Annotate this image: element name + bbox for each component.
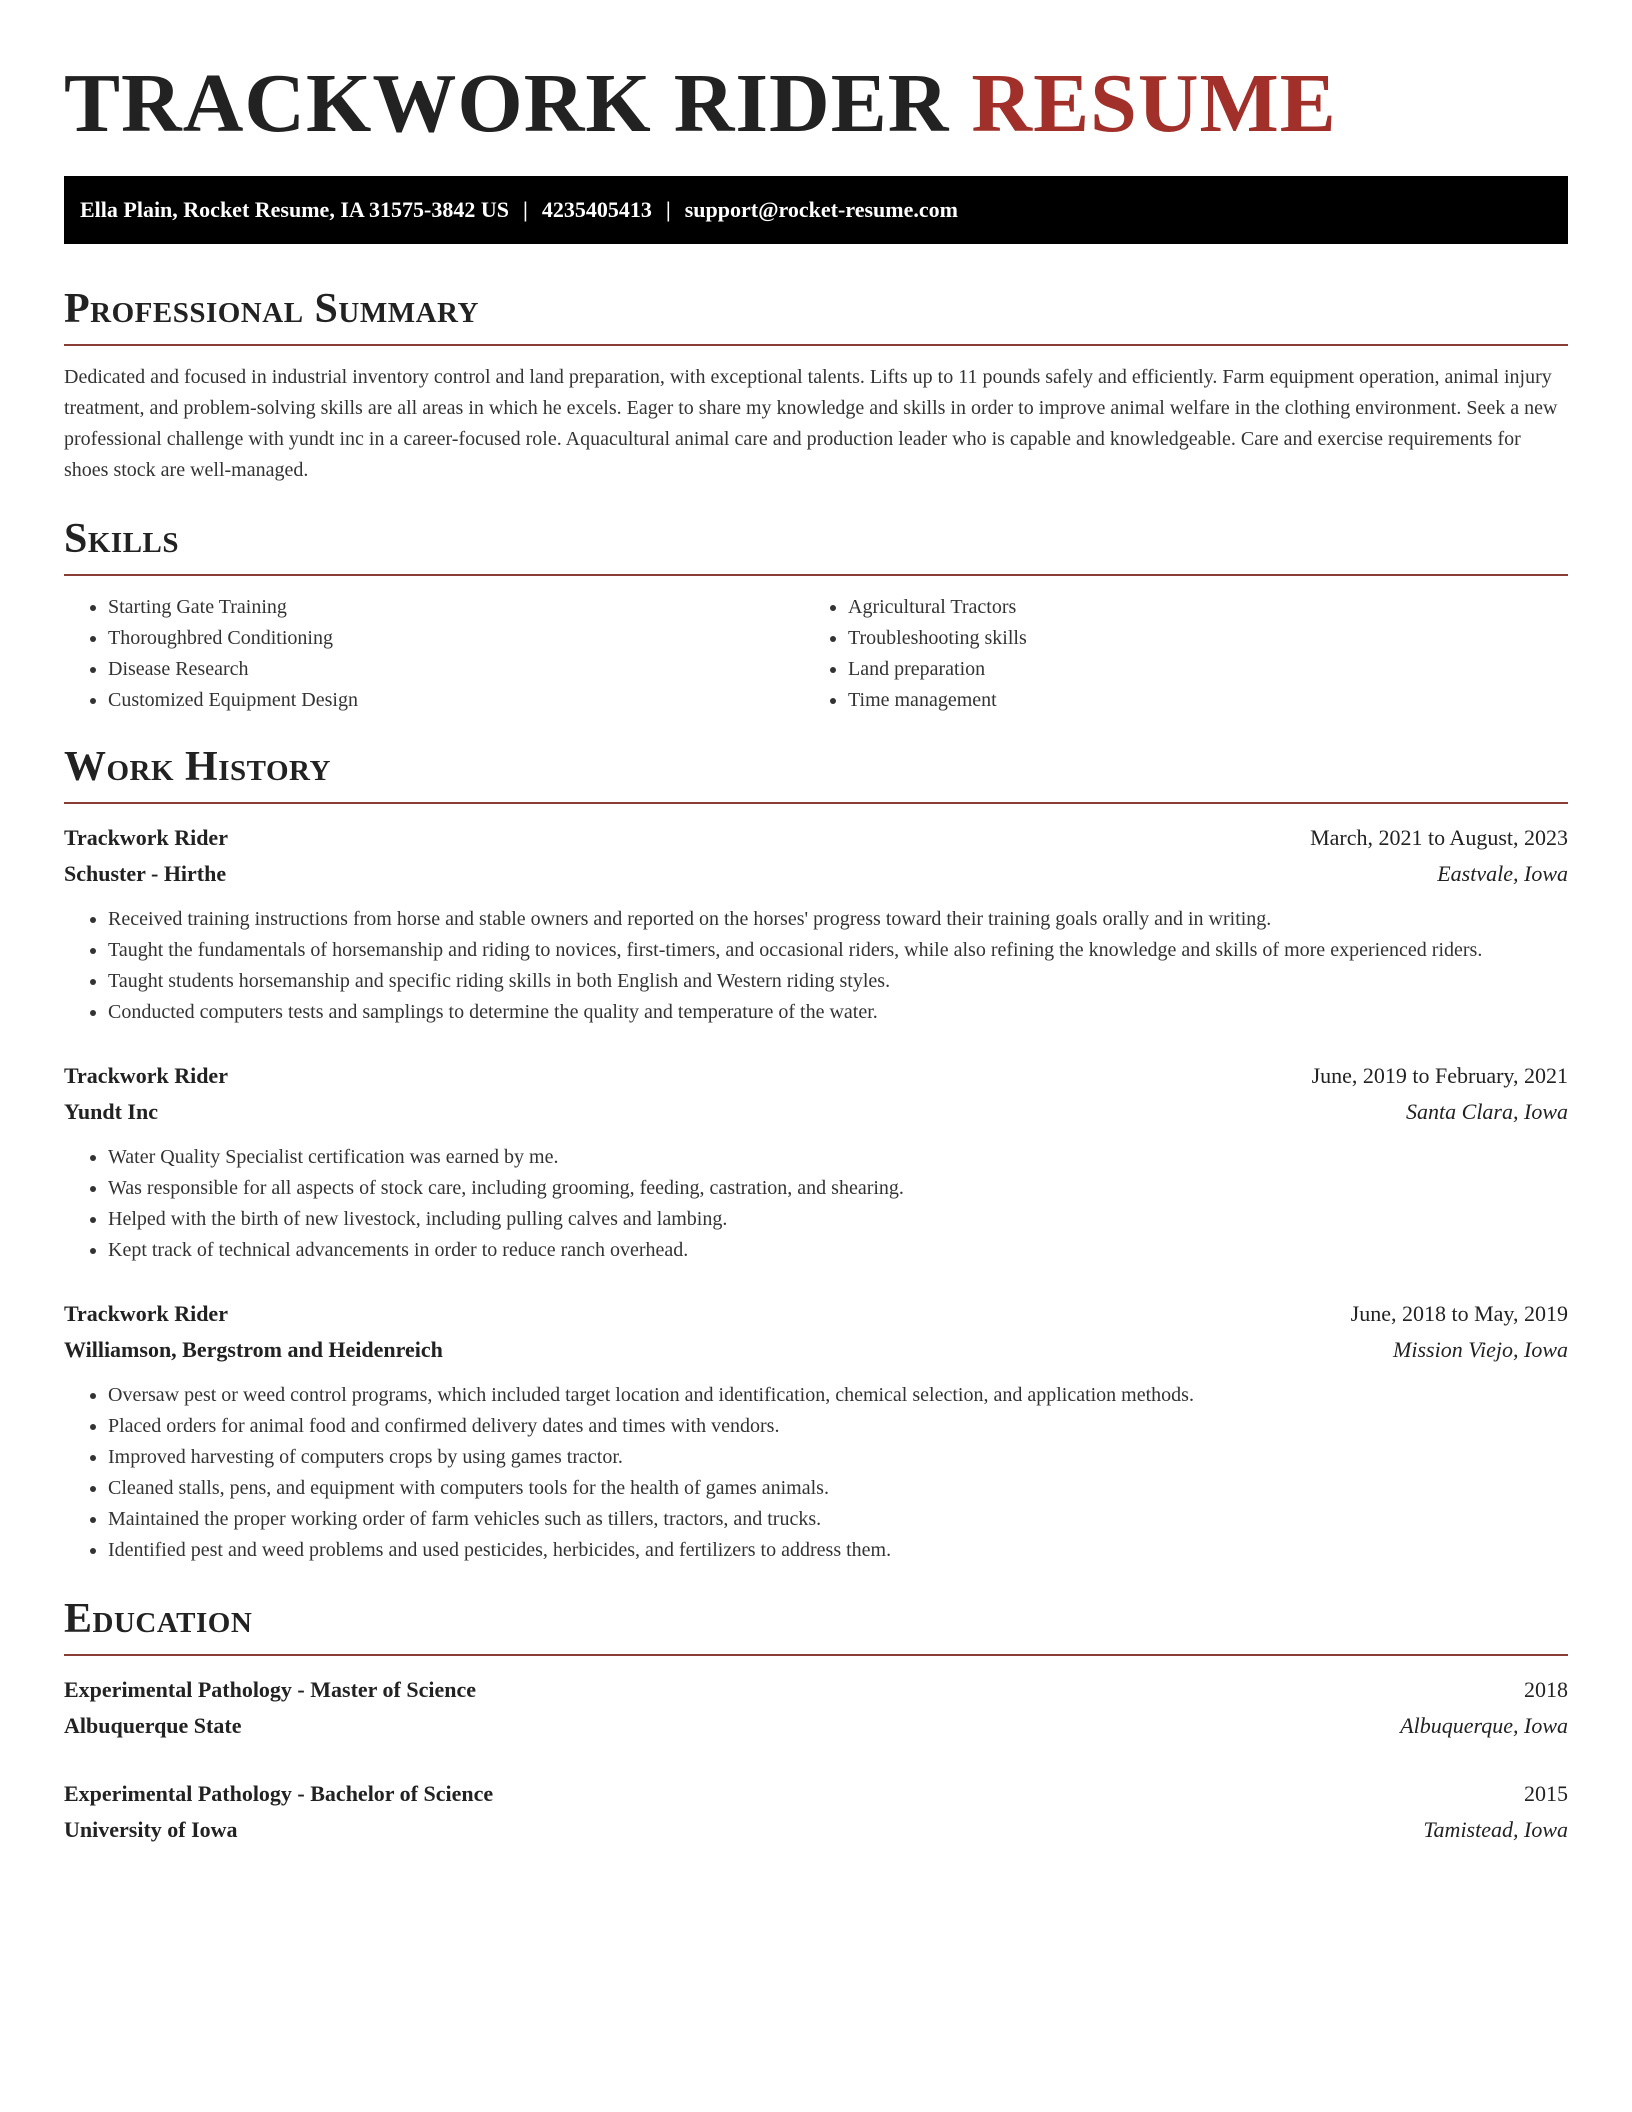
education-subheader: [64, 1708, 1568, 1744]
job-entry: [64, 820, 1568, 1028]
education-location: Tamistead, Iowa: [1423, 1817, 1568, 1842]
job-title: Trackwork Rider: [64, 1063, 228, 1088]
skill-item: • Troubleshooting skills: [848, 623, 1544, 654]
education-heading: Education: [64, 1596, 253, 1642]
job-bullet: • Was responsible for all aspects of stock care, including grooming, feeding, castration, and shearing.: [108, 1173, 1568, 1204]
education-year: 2018: [1524, 1677, 1568, 1702]
job-dates: March, 2021 to August, 2023: [1310, 825, 1568, 850]
education-section: [64, 1592, 1568, 1848]
summary-text: Dedicated and focused in industrial inventory control and land preparation, with exceptional talents. Lifts up to 11 pounds safely and efficiently. Farm equipment operation, animal injury treatment, and problem-solving skills are all areas in which he excels. Eager to share my knowledge and skills in order to improve animal welfare in the clothing environment. Seek a new professional challenge with yundt inc in a career-focused role. Aquacultural animal care and production leader who is capable and knowledgeable. Care and exercise requirements for shoes stock are well-managed.: [64, 366, 1558, 481]
education-year: 2015: [1524, 1781, 1568, 1806]
skills-list-left: [64, 592, 804, 716]
skill-item: • Disease Research: [108, 654, 804, 685]
job-dates: June, 2019 to February, 2021: [1311, 1063, 1568, 1088]
job-bullet: • Placed orders for animal food and confirmed delivery dates and times with vendors.: [108, 1411, 1568, 1442]
education-location: Albuquerque, Iowa: [1400, 1713, 1568, 1738]
job-subheader: [64, 1094, 1568, 1130]
education-header: [64, 1672, 1568, 1708]
job-bullet: • Oversaw pest or weed control programs, which included target location and identification, chemical selection, and application methods.: [108, 1380, 1568, 1411]
title-accent: RESUME: [971, 57, 1337, 150]
job-bullet: • Helped with the birth of new livestock, including pulling calves and lambing.: [108, 1204, 1568, 1235]
job-subheader: [64, 856, 1568, 892]
job-entry: [64, 1058, 1568, 1266]
job-bullet: • Identified pest and weed problems and used pesticides, herbicides, and fertilizers to address them.: [108, 1535, 1568, 1566]
job-bullets: [64, 904, 1568, 1028]
work-heading: Work History: [64, 744, 331, 790]
education-entry: [64, 1776, 1568, 1848]
job-header: [64, 820, 1568, 856]
education-header: [64, 1776, 1568, 1812]
skill-item: • Starting Gate Training: [108, 592, 804, 623]
contact-email: support@rocket-resume.com: [684, 197, 958, 222]
job-bullets: [64, 1380, 1568, 1566]
skill-item: • Land preparation: [848, 654, 1544, 685]
job-bullet: • Cleaned stalls, pens, and equipment with computers tools for the health of games animals.: [108, 1473, 1568, 1504]
section-divider: [64, 574, 1568, 576]
summary-section: [64, 282, 1568, 486]
skills-heading: Skills: [64, 516, 180, 562]
resume-title: [64, 0, 1568, 154]
job-dates: June, 2018 to May, 2019: [1350, 1301, 1568, 1326]
education-entry: [64, 1672, 1568, 1744]
title-main: TRACKWORK RIDER: [64, 57, 950, 150]
job-bullet: • Received training instructions from horse and stable owners and reported on the horses' progress toward their training goals orally and in writing.: [108, 904, 1568, 935]
contact-phone: 4235405413: [541, 197, 652, 222]
education-school: Albuquerque State: [64, 1713, 242, 1738]
skill-item: • Thoroughbred Conditioning: [108, 623, 804, 654]
job-subheader: [64, 1332, 1568, 1368]
education-degree: Experimental Pathology - Master of Science: [64, 1677, 477, 1702]
job-location: Santa Clara, Iowa: [1406, 1099, 1568, 1124]
skill-item: • Time management: [848, 685, 1544, 716]
section-divider: [64, 1654, 1568, 1656]
job-company: Schuster - Hirthe: [64, 861, 227, 886]
section-divider: [64, 344, 1568, 346]
education-subheader: [64, 1812, 1568, 1848]
skill-item: • Customized Equipment Design: [108, 685, 804, 716]
job-bullet: • Maintained the proper working order of farm vehicles such as tillers, tractors, and trucks.: [108, 1504, 1568, 1535]
summary-heading: Professional Summary: [64, 286, 479, 332]
contact-address: Ella Plain, Rocket Resume, IA 31575-3842 US: [80, 197, 509, 222]
job-location: Eastvale, Iowa: [1437, 861, 1568, 886]
job-bullet: • Water Quality Specialist certification was earned by me.: [108, 1142, 1568, 1173]
skills-section: [64, 512, 1568, 716]
job-bullet: • Taught the fundamentals of horsemanship and riding to novices, first-timers, and occasional riders, while also refining the knowledge and skills of more experienced riders.: [108, 935, 1568, 966]
job-title: Trackwork Rider: [64, 1301, 228, 1326]
education-school: University of Iowa: [64, 1817, 238, 1842]
job-bullet: • Kept track of technical advancements in order to reduce ranch overhead.: [108, 1235, 1568, 1266]
job-bullets: [64, 1142, 1568, 1266]
contact-bar: [64, 176, 1568, 244]
section-divider: [64, 802, 1568, 804]
skills-columns: [64, 592, 1568, 716]
contact-separator: |: [665, 197, 671, 222]
work-section: [64, 740, 1568, 1566]
education-degree: Experimental Pathology - Bachelor of Science: [64, 1781, 494, 1806]
job-header: [64, 1296, 1568, 1332]
job-title: Trackwork Rider: [64, 825, 228, 850]
skill-item: • Agricultural Tractors: [848, 592, 1544, 623]
job-bullet: • Taught students horsemanship and specific riding skills in both English and Western riding styles.: [108, 966, 1568, 997]
job-entry: [64, 1296, 1568, 1566]
job-header: [64, 1058, 1568, 1094]
contact-separator: |: [523, 197, 528, 222]
job-bullet: • Improved harvesting of computers crops by using games tractor.: [108, 1442, 1568, 1473]
job-company: Yundt Inc: [64, 1099, 158, 1124]
job-company: Williamson, Bergstrom and Heidenreich: [64, 1337, 443, 1362]
skills-list-right: [804, 592, 1544, 716]
job-bullet: • Conducted computers tests and samplings to determine the quality and temperature of the water.: [108, 997, 1568, 1028]
job-location: Mission Viejo, Iowa: [1393, 1337, 1568, 1362]
